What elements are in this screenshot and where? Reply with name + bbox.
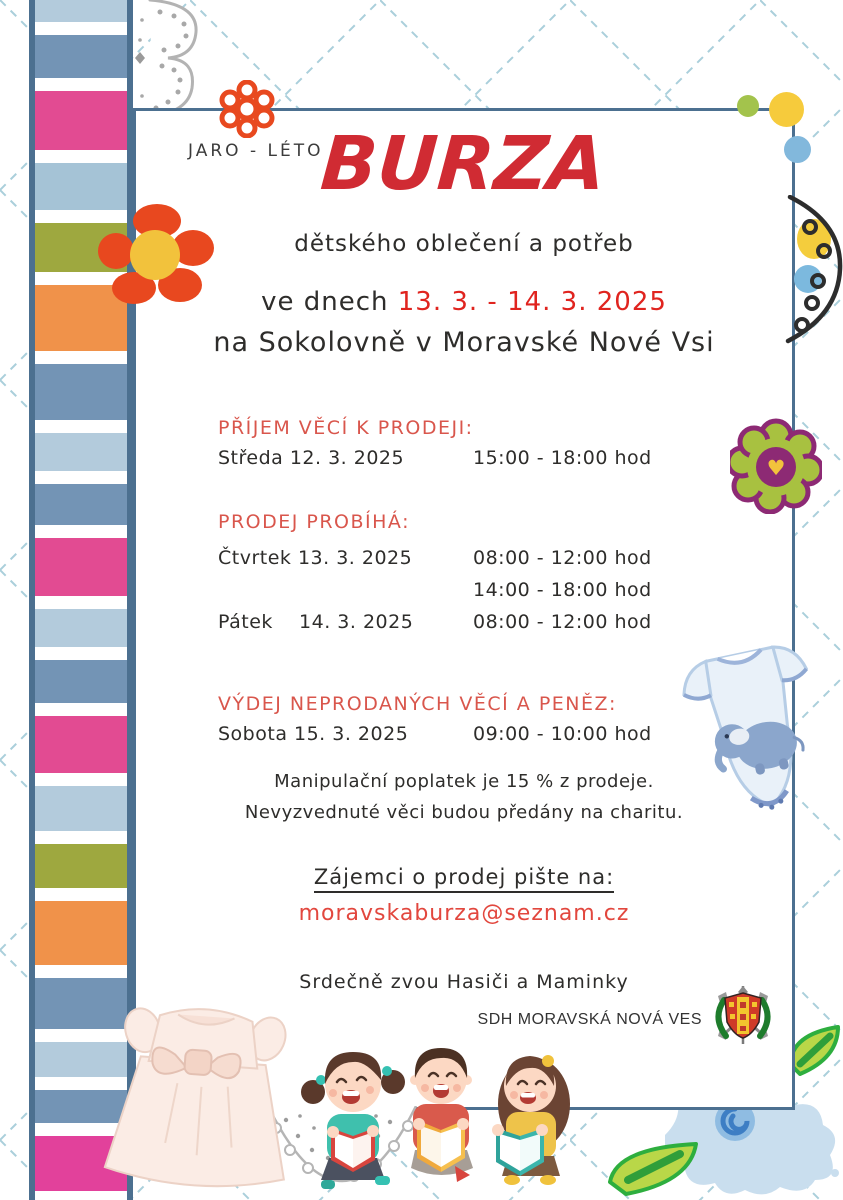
stripe <box>35 433 127 471</box>
dates-prefix: ve dnech <box>261 287 398 317</box>
flower-heart-icon <box>730 418 822 514</box>
event-dates <box>136 287 792 317</box>
schedule-time: 14:00 - 18:00 hod <box>473 579 652 601</box>
stripe <box>35 609 127 647</box>
leaf-icon <box>606 1138 702 1200</box>
stripe <box>35 91 127 150</box>
dot-blue-circle <box>784 136 811 163</box>
stripe <box>35 901 127 965</box>
dot-green-circle <box>737 95 759 117</box>
closing-line: Srdečně zvou Hasiči a Maminky <box>299 971 629 993</box>
daisy-icon <box>218 80 276 138</box>
stripe <box>35 660 127 703</box>
schedule-day: Sobota 15. 3. 2025 <box>218 723 409 745</box>
child-boy-yellow-book <box>410 1048 473 1182</box>
poster-frame <box>133 108 795 1110</box>
schedule-time: 15:00 - 18:00 hod <box>473 447 652 469</box>
stripe <box>35 35 127 78</box>
contact-label: Zájemci o prodej pište na: <box>136 865 792 889</box>
schedule-row <box>218 579 652 601</box>
children-reading-icon <box>295 1040 587 1200</box>
stripe <box>35 786 127 831</box>
schedule-time: 09:00 - 10:00 hod <box>473 723 652 745</box>
season-label: JARO - LÉTO <box>188 141 324 161</box>
schedule-day: Pátek 14. 3. 2025 <box>218 611 414 633</box>
section-heading-return: VÝDEJ NEPRODANÝCH VĚCÍ A PENĚZ: <box>218 693 617 715</box>
schedule-day: Středa 12. 3. 2025 <box>218 447 405 469</box>
charity-note: Nevyzvednuté věci budou předány na charitu. <box>244 802 684 823</box>
stripe <box>35 364 127 420</box>
schedule-day: Čtvrtek 13. 3. 2025 <box>218 547 413 569</box>
schedule-row <box>218 447 652 469</box>
stripe <box>35 844 127 888</box>
poster-title: BURZA <box>317 121 609 207</box>
child-girl-teal-book <box>492 1055 570 1185</box>
child-girl-red-book <box>301 1052 405 1189</box>
schedule-day <box>218 579 473 601</box>
arc-doodle-icon <box>778 195 843 345</box>
section-heading-intake: PŘÍJEM VĚCÍ K PRODEJI: <box>218 417 474 439</box>
poster-subtitle: dětského oblečení a potřeb <box>294 231 634 257</box>
stripe <box>35 538 127 596</box>
dot-yellow-circle <box>769 92 804 127</box>
organizer-name: SDH MORAVSKÁ NOVÁ VES <box>477 1011 702 1028</box>
dates-value: 13. 3. - 14. 3. 2025 <box>397 287 667 317</box>
section-heading-sale: PRODEJ PROBÍHÁ: <box>218 511 410 533</box>
fee-note: Manipulační poplatek je 15 % z prodeje. <box>274 771 654 792</box>
schedule-row <box>218 547 652 569</box>
contact-email: moravskaburza@seznam.cz <box>298 901 630 926</box>
flower-scribble-icon <box>98 203 216 308</box>
heart-icon: ♥ <box>766 456 786 480</box>
schedule-row <box>218 611 652 633</box>
dress-icon <box>76 992 328 1200</box>
sdh-coat-of-arms-icon <box>710 984 776 1048</box>
onesie-icon <box>678 636 840 860</box>
schedule-time: 08:00 - 12:00 hod <box>473 547 652 569</box>
stripe <box>35 716 127 773</box>
event-venue: na Sokolovně v Moravské Nové Vsi <box>213 327 715 358</box>
schedule-row <box>218 723 652 745</box>
schedule-time: 08:00 - 12:00 hod <box>473 611 652 633</box>
stripe <box>35 0 127 22</box>
lace-icon <box>134 0 214 118</box>
stripe <box>35 484 127 525</box>
